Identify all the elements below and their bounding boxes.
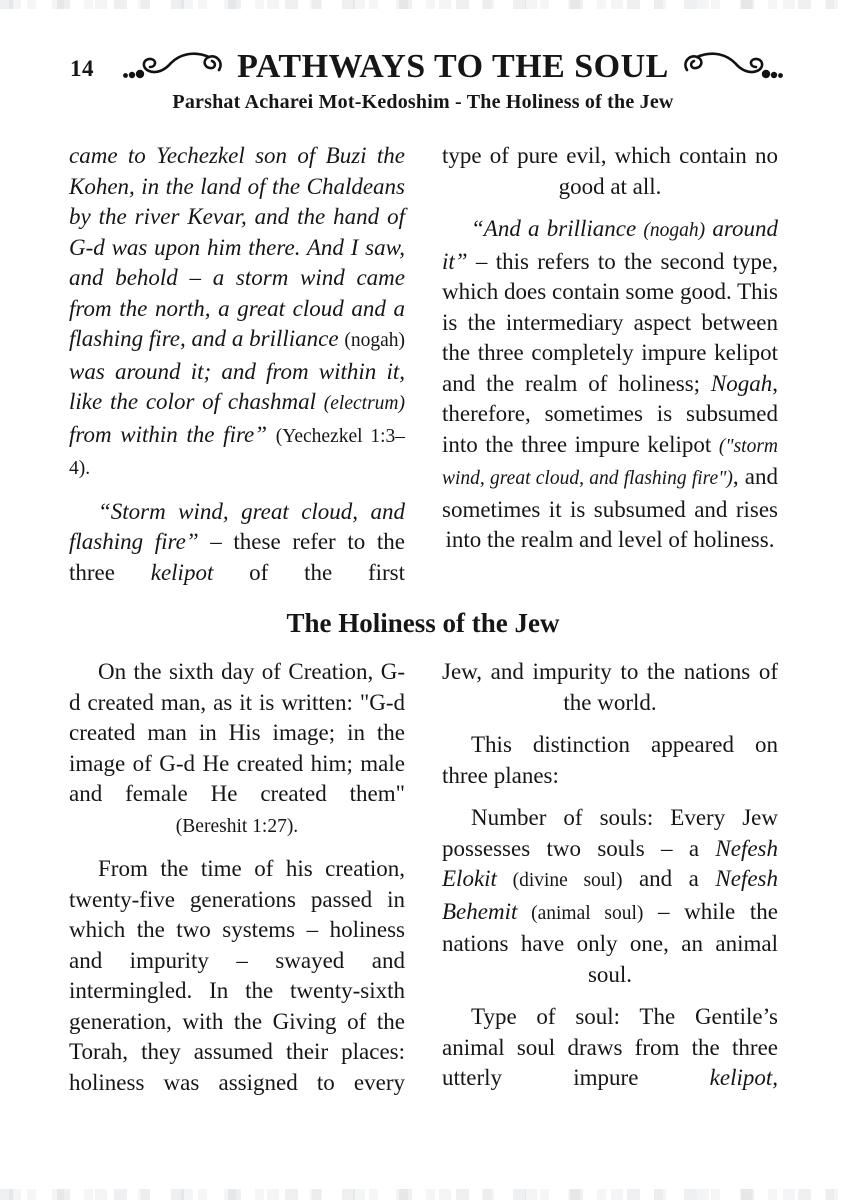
text-segment: kelipot,	[709, 1065, 778, 1090]
text-segment: type of pure evil, which contain no good at all.	[442, 143, 778, 199]
paragraph	[69, 657, 405, 842]
text-segment: – these refer to the three	[69, 529, 405, 585]
text-segment: (electrum)	[323, 393, 405, 414]
paragraph	[69, 854, 405, 1098]
paragraph	[442, 803, 778, 990]
flourish-ornament-right	[679, 51, 783, 83]
page-edge-texture-bottom	[0, 1189, 846, 1200]
text-segment: from within the fire”	[69, 421, 276, 447]
right-column	[442, 141, 778, 588]
text-segment: Nefesh Elokit	[442, 835, 778, 891]
text-segment: (animal soul)	[517, 902, 644, 924]
text-segment: , therefore, sometimes is subsumed into the three impure kelipot	[442, 370, 778, 457]
text-segment: Nogah	[710, 370, 773, 396]
paragraph	[69, 141, 405, 485]
left-column	[69, 141, 405, 588]
right-column	[442, 657, 778, 1098]
text-segment: (Bereshit 1:27).	[175, 815, 299, 837]
text-segment: Jew, and impurity to the nations of the world.	[442, 659, 778, 715]
text-segment: – while the nations have only one, an animal soul.	[442, 898, 778, 987]
paragraph	[442, 141, 778, 202]
left-column	[69, 657, 405, 1098]
paragraph	[442, 730, 778, 791]
paragraph	[69, 497, 405, 589]
text-segment: of the first	[213, 559, 405, 585]
text-segment: Nefesh Behemit	[442, 866, 779, 924]
text-segment: (nogah)	[643, 220, 706, 241]
book-title: PATHWAYS TO THE SOUL	[237, 48, 669, 85]
text-segment: (nogah)	[344, 330, 405, 351]
text-segment: Type of soul: The Gentile’s animal soul draws from the three utterly impure	[442, 1004, 778, 1090]
text-segment: From the time of his creation, twenty-five generations passed in which the two systems – holiness and impurity – swayed and intermingled. In the twenty-sixth generation, with the Giving of the Torah, they assumed their places: holiness was assigned to every	[69, 856, 405, 1095]
masthead	[60, 50, 846, 84]
text-segment: , and sometimes it is subsumed and rises into the realm and level of holiness.	[442, 464, 778, 552]
text-segment: was around it; and from within it, like the color of chashmal	[69, 358, 405, 414]
text-segment: (Yechezkel 1:3–4).	[69, 425, 405, 479]
text-segment: “And a brilliance	[471, 216, 644, 241]
text-segment: On the sixth day of Creation, G-d created man, as it is written: "G-d created man in His image; in the image of G-d He created him; male and female He created them"	[69, 659, 405, 806]
paragraph	[442, 214, 778, 556]
paragraph	[442, 657, 778, 718]
page-header	[0, 0, 846, 114]
text-segment: – this refers to the second type, which does contain some good. This is the intermediary aspect between the three completely impure kelipot and the realm of holiness;	[442, 248, 778, 396]
text-segment: around it”	[442, 216, 778, 274]
text-segment: “Storm wind, great cloud, and flashing fire”	[69, 498, 405, 554]
text-segment: This distinction appeared on three planes:	[442, 732, 778, 788]
flourish-ornament-left	[123, 51, 227, 83]
bottom-text-section	[0, 657, 846, 1098]
chapter-subtitle: Parshat Acharei Mot-Kedoshim - The Holiness of the Jew	[172, 91, 674, 113]
text-segment: (divine soul)	[496, 870, 623, 891]
text-segment: came to Yechezkel son of Buzi the Kohen, in the land of the Chaldeans by the river Kevar, and the hand of G-d was upon him there. And I saw, and behold – a storm wind came from the north, a great cloud and a flashing fire, and a brilliance	[69, 143, 405, 351]
page-number: 14	[70, 56, 94, 81]
text-segment: ("storm wind, great cloud, and flashing fire")	[442, 435, 778, 489]
top-text-section	[0, 141, 846, 588]
paragraph	[442, 1002, 778, 1094]
text-segment: kelipot	[150, 559, 214, 585]
section-heading: The Holiness of the Jew	[286, 608, 560, 638]
text-segment: and a	[622, 866, 716, 891]
text-segment: Number of souls: Every Jew possesses two souls – a	[442, 805, 778, 861]
